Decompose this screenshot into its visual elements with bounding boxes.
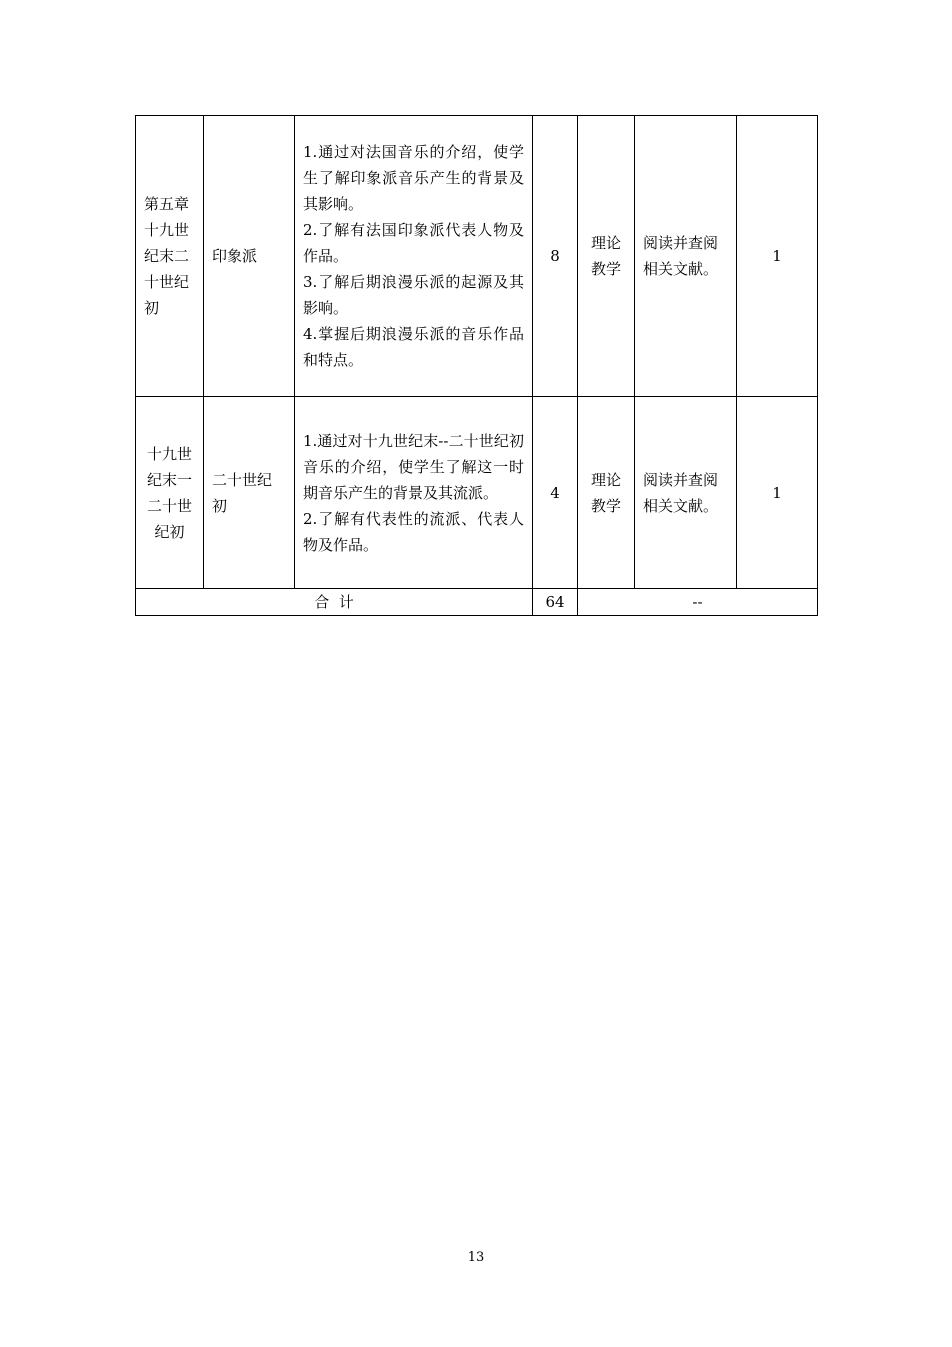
table-row: [136, 397, 818, 589]
requirements-cell: [295, 116, 533, 397]
hours-cell: 8: [533, 116, 578, 397]
credit-cell: 1: [737, 116, 818, 397]
table-row: [136, 116, 818, 397]
credit-cell: 1: [737, 397, 818, 589]
requirement-item: 2.了解有代表性的流派、代表人物及作品。: [303, 509, 524, 554]
topic-cell: 印象派: [204, 116, 295, 397]
requirement-item: 1.通过对法国音乐的介绍，使学生了解印象派音乐产生的背景及其影响。: [303, 143, 524, 213]
requirement-item: 1.通过对十九世纪末--二十世纪初音乐的介绍，使学生了解这一时期音乐产生的背景及其流派。: [303, 431, 524, 502]
requirement-item: 3.了解后期浪漫乐派的起源及其影响。: [303, 273, 524, 317]
syllabus-table: [135, 115, 818, 616]
task-cell: 阅读并查阅相关文献。: [635, 397, 737, 589]
method-cell: 理论教学: [578, 397, 635, 589]
topic-cell: 二十世纪初: [204, 397, 295, 589]
hours-cell: 4: [533, 397, 578, 589]
chapter-cell: 第五章十九世纪末二十世纪初: [136, 116, 204, 397]
requirement-item: 4.掌握后期浪漫乐派的音乐作品和特点。: [303, 325, 524, 369]
page-number: 13: [467, 1250, 485, 1265]
total-label: 合 计: [136, 589, 533, 616]
task-cell: 阅读并查阅相关文献。: [635, 116, 737, 397]
requirement-item: 2.了解有法国印象派代表人物及作品。: [303, 221, 524, 265]
total-row: [136, 589, 818, 616]
total-rest: --: [578, 589, 818, 616]
method-cell: 理论教学: [578, 116, 635, 397]
chapter-cell: 十九世纪末一二十世纪初: [136, 397, 204, 589]
total-hours: 64: [533, 589, 578, 616]
requirements-cell: [295, 397, 533, 589]
